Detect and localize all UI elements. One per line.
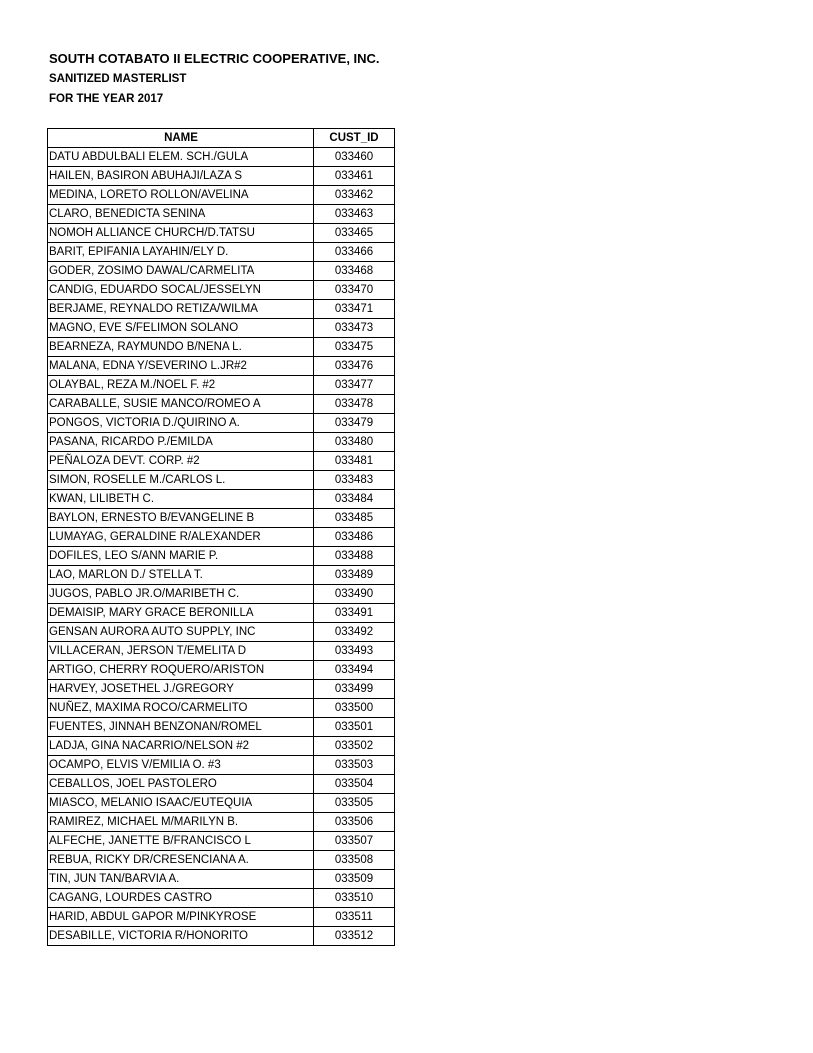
cell-cust-id: 033512 xyxy=(314,927,395,946)
cell-cust-id: 033479 xyxy=(314,414,395,433)
table-row xyxy=(48,205,395,224)
cell-name: KWAN, LILIBETH C. xyxy=(48,490,314,509)
table-body xyxy=(48,148,395,946)
table-row xyxy=(48,794,395,813)
table-row xyxy=(48,604,395,623)
document-subtitle: SANITIZED MASTERLIST xyxy=(49,73,187,85)
cell-cust-id: 033510 xyxy=(314,889,395,908)
cell-name: LADJA, GINA NACARRIO/NELSON #2 xyxy=(48,737,314,756)
table-row xyxy=(48,832,395,851)
cell-name: DESABILLE, VICTORIA R/HONORITO xyxy=(48,927,314,946)
cell-name: RAMIREZ, MICHAEL M/MARILYN B. xyxy=(48,813,314,832)
cell-cust-id: 033501 xyxy=(314,718,395,737)
cell-cust-id: 033491 xyxy=(314,604,395,623)
cell-cust-id: 033488 xyxy=(314,547,395,566)
cell-cust-id: 033484 xyxy=(314,490,395,509)
cell-cust-id: 033465 xyxy=(314,224,395,243)
cell-name: PASANA, RICARDO P./EMILDA xyxy=(48,433,314,452)
cell-cust-id: 033506 xyxy=(314,813,395,832)
cell-name: NUÑEZ, MAXIMA ROCO/CARMELITO xyxy=(48,699,314,718)
cell-cust-id: 033486 xyxy=(314,528,395,547)
cell-cust-id: 033480 xyxy=(314,433,395,452)
table-row xyxy=(48,452,395,471)
cell-name: JUGOS, PABLO JR.O/MARIBETH C. xyxy=(48,585,314,604)
cell-cust-id: 033466 xyxy=(314,243,395,262)
cell-cust-id: 033505 xyxy=(314,794,395,813)
table-row xyxy=(48,699,395,718)
cell-name: GENSAN AURORA AUTO SUPPLY, INC xyxy=(48,623,314,642)
cell-cust-id: 033507 xyxy=(314,832,395,851)
cell-name: MEDINA, LORETO ROLLON/AVELINA xyxy=(48,186,314,205)
cell-cust-id: 033499 xyxy=(314,680,395,699)
cell-name: SIMON, ROSELLE M./CARLOS L. xyxy=(48,471,314,490)
cell-cust-id: 033504 xyxy=(314,775,395,794)
cell-name: BARIT, EPIFANIA LAYAHIN/ELY D. xyxy=(48,243,314,262)
cell-name: MALANA, EDNA Y/SEVERINO L.JR#2 xyxy=(48,357,314,376)
table-row xyxy=(48,680,395,699)
cell-cust-id: 033502 xyxy=(314,737,395,756)
cell-cust-id: 033471 xyxy=(314,300,395,319)
cell-name: CAGANG, LOURDES CASTRO xyxy=(48,889,314,908)
cell-name: HAILEN, BASIRON ABUHAJI/LAZA S xyxy=(48,167,314,186)
table-row xyxy=(48,338,395,357)
table-row xyxy=(48,851,395,870)
cell-name: REBUA, RICKY DR/CRESENCIANA A. xyxy=(48,851,314,870)
cell-name: PEÑALOZA DEVT. CORP. #2 xyxy=(48,452,314,471)
table-row xyxy=(48,224,395,243)
table-row xyxy=(48,433,395,452)
cell-cust-id: 033463 xyxy=(314,205,395,224)
cell-cust-id: 033468 xyxy=(314,262,395,281)
cell-name: VILLACERAN, JERSON T/EMELITA D xyxy=(48,642,314,661)
cell-name: CANDIG, EDUARDO SOCAL/JESSELYN xyxy=(48,281,314,300)
cell-name: PONGOS, VICTORIA D./QUIRINO A. xyxy=(48,414,314,433)
table-row xyxy=(48,167,395,186)
table-row xyxy=(48,642,395,661)
cell-cust-id: 033460 xyxy=(314,148,395,167)
table-row xyxy=(48,623,395,642)
table-row xyxy=(48,585,395,604)
table-row xyxy=(48,908,395,927)
cell-name: TIN, JUN TAN/BARVIA A. xyxy=(48,870,314,889)
cell-name: ALFECHE, JANETTE B/FRANCISCO L xyxy=(48,832,314,851)
table-row xyxy=(48,737,395,756)
table-row xyxy=(48,813,395,832)
cell-name: OLAYBAL, REZA M./NOEL F. #2 xyxy=(48,376,314,395)
table-row xyxy=(48,870,395,889)
cell-cust-id: 033483 xyxy=(314,471,395,490)
cell-cust-id: 033511 xyxy=(314,908,395,927)
table-row xyxy=(48,395,395,414)
table-row xyxy=(48,775,395,794)
cell-cust-id: 033509 xyxy=(314,870,395,889)
cell-cust-id: 033489 xyxy=(314,566,395,585)
table-row xyxy=(48,414,395,433)
cell-name: BEARNEZA, RAYMUNDO B/NENA L. xyxy=(48,338,314,357)
cell-name: LUMAYAG, GERALDINE R/ALEXANDER xyxy=(48,528,314,547)
cell-name: LAO, MARLON D./ STELLA T. xyxy=(48,566,314,585)
cell-name: HARID, ABDUL GAPOR M/PINKYROSE xyxy=(48,908,314,927)
cell-name: ARTIGO, CHERRY ROQUERO/ARISTON xyxy=(48,661,314,680)
cell-name: GODER, ZOSIMO DAWAL/CARMELITA xyxy=(48,262,314,281)
cell-cust-id: 033461 xyxy=(314,167,395,186)
table-row xyxy=(48,186,395,205)
column-header-name: NAME xyxy=(48,129,314,148)
cell-name: FUENTES, JINNAH BENZONAN/ROMEL xyxy=(48,718,314,737)
cell-name: CEBALLOS, JOEL PASTOLERO xyxy=(48,775,314,794)
table-row xyxy=(48,528,395,547)
cell-cust-id: 033476 xyxy=(314,357,395,376)
cell-cust-id: 033475 xyxy=(314,338,395,357)
table-row xyxy=(48,262,395,281)
table-row xyxy=(48,376,395,395)
column-header-cust-id: CUST_ID xyxy=(314,129,395,148)
cell-name: CLARO, BENEDICTA SENINA xyxy=(48,205,314,224)
cell-cust-id: 033477 xyxy=(314,376,395,395)
table-header-row xyxy=(48,129,395,148)
table-row xyxy=(48,357,395,376)
table-row xyxy=(48,927,395,946)
table-row xyxy=(48,889,395,908)
cell-cust-id: 033490 xyxy=(314,585,395,604)
table-row xyxy=(48,281,395,300)
cell-cust-id: 033470 xyxy=(314,281,395,300)
table-row xyxy=(48,471,395,490)
table-row xyxy=(48,718,395,737)
cell-name: DATU ABDULBALI ELEM. SCH./GULA xyxy=(48,148,314,167)
cell-name: BAYLON, ERNESTO B/EVANGELINE B xyxy=(48,509,314,528)
cell-cust-id: 033500 xyxy=(314,699,395,718)
cell-cust-id: 033485 xyxy=(314,509,395,528)
table-row xyxy=(48,490,395,509)
cell-cust-id: 033494 xyxy=(314,661,395,680)
cell-name: MAGNO, EVE S/FELIMON SOLANO xyxy=(48,319,314,338)
document-year: FOR THE YEAR 2017 xyxy=(49,93,164,105)
cell-name: DEMAISIP, MARY GRACE BERONILLA xyxy=(48,604,314,623)
cell-cust-id: 033462 xyxy=(314,186,395,205)
table-row xyxy=(48,509,395,528)
table-row xyxy=(48,661,395,680)
cell-name: BERJAME, REYNALDO RETIZA/WILMA xyxy=(48,300,314,319)
cell-cust-id: 033478 xyxy=(314,395,395,414)
cell-cust-id: 033492 xyxy=(314,623,395,642)
table-row xyxy=(48,547,395,566)
table-row xyxy=(48,300,395,319)
table-row xyxy=(48,243,395,262)
cell-cust-id: 033473 xyxy=(314,319,395,338)
table-row xyxy=(48,566,395,585)
cell-name: CARABALLE, SUSIE MANCO/ROMEO A xyxy=(48,395,314,414)
cell-cust-id: 033481 xyxy=(314,452,395,471)
cell-name: HARVEY, JOSETHEL J./GREGORY xyxy=(48,680,314,699)
table-row xyxy=(48,148,395,167)
cell-name: MIASCO, MELANIO ISAAC/EUTEQUIA xyxy=(48,794,314,813)
cell-cust-id: 033503 xyxy=(314,756,395,775)
cell-name: DOFILES, LEO S/ANN MARIE P. xyxy=(48,547,314,566)
organization-title: SOUTH COTABATO II ELECTRIC COOPERATIVE, INC. xyxy=(49,51,380,66)
document-header xyxy=(49,49,380,109)
masterlist-table xyxy=(47,128,395,946)
cell-name: NOMOH ALLIANCE CHURCH/D.TATSU xyxy=(48,224,314,243)
table-row xyxy=(48,319,395,338)
cell-name: OCAMPO, ELVIS V/EMILIA O. #3 xyxy=(48,756,314,775)
cell-cust-id: 033493 xyxy=(314,642,395,661)
cell-cust-id: 033508 xyxy=(314,851,395,870)
table-row xyxy=(48,756,395,775)
